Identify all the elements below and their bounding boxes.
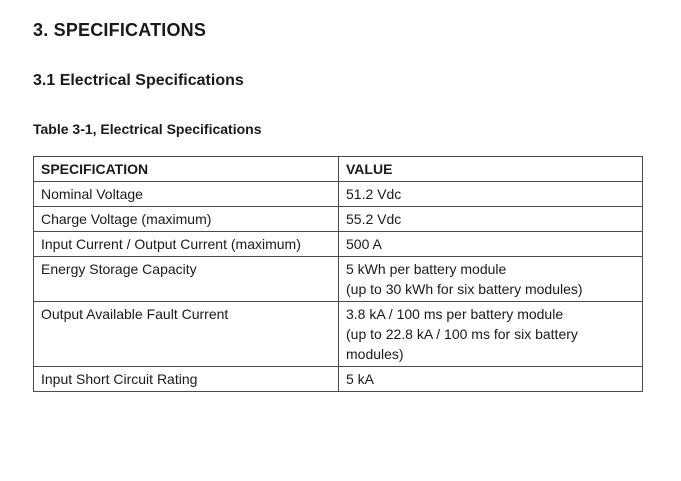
spec-cell: Output Available Fault Current (34, 302, 339, 367)
spec-cell: Charge Voltage (maximum) (34, 207, 339, 232)
table-row (34, 232, 643, 257)
value-cell (339, 232, 643, 257)
table-row (34, 367, 643, 392)
value-line: 5 kA (346, 371, 375, 387)
value-line: 3.8 kA / 100 ms per battery module (346, 306, 564, 322)
table-row (34, 302, 643, 367)
spec-cell: Nominal Voltage (34, 182, 339, 207)
column-header-specification: SPECIFICATION (34, 157, 339, 182)
value-cell (339, 302, 643, 367)
value-cell (339, 257, 643, 302)
spec-cell: Input Short Circuit Rating (34, 367, 339, 392)
value-line: 500 A (346, 236, 382, 252)
value-line: (up to 30 kWh for six battery modules) (346, 281, 583, 297)
value-cell (339, 207, 643, 232)
value-line: 55.2 Vdc (346, 211, 402, 227)
electrical-specifications-table (33, 156, 643, 392)
table-row (34, 182, 643, 207)
value-cell (339, 367, 643, 392)
subsection-title: 3.1 Electrical Specifications (33, 72, 244, 89)
spec-cell: Input Current / Output Current (maximum) (34, 232, 339, 257)
value-line: 51.2 Vdc (346, 186, 402, 202)
table-header-row (34, 157, 643, 182)
section-title: 3. SPECIFICATIONS (33, 20, 207, 40)
table-row (34, 257, 643, 302)
value-cell (339, 182, 643, 207)
value-line: 5 kWh per battery module (346, 261, 507, 277)
column-header-value: VALUE (339, 157, 643, 182)
value-line: (up to 22.8 kA / 100 ms for six battery (346, 326, 578, 342)
table-caption: Table 3-1, Electrical Specifications (33, 121, 262, 137)
spec-cell: Energy Storage Capacity (34, 257, 339, 302)
value-line: modules) (346, 346, 404, 362)
table-row (34, 207, 643, 232)
